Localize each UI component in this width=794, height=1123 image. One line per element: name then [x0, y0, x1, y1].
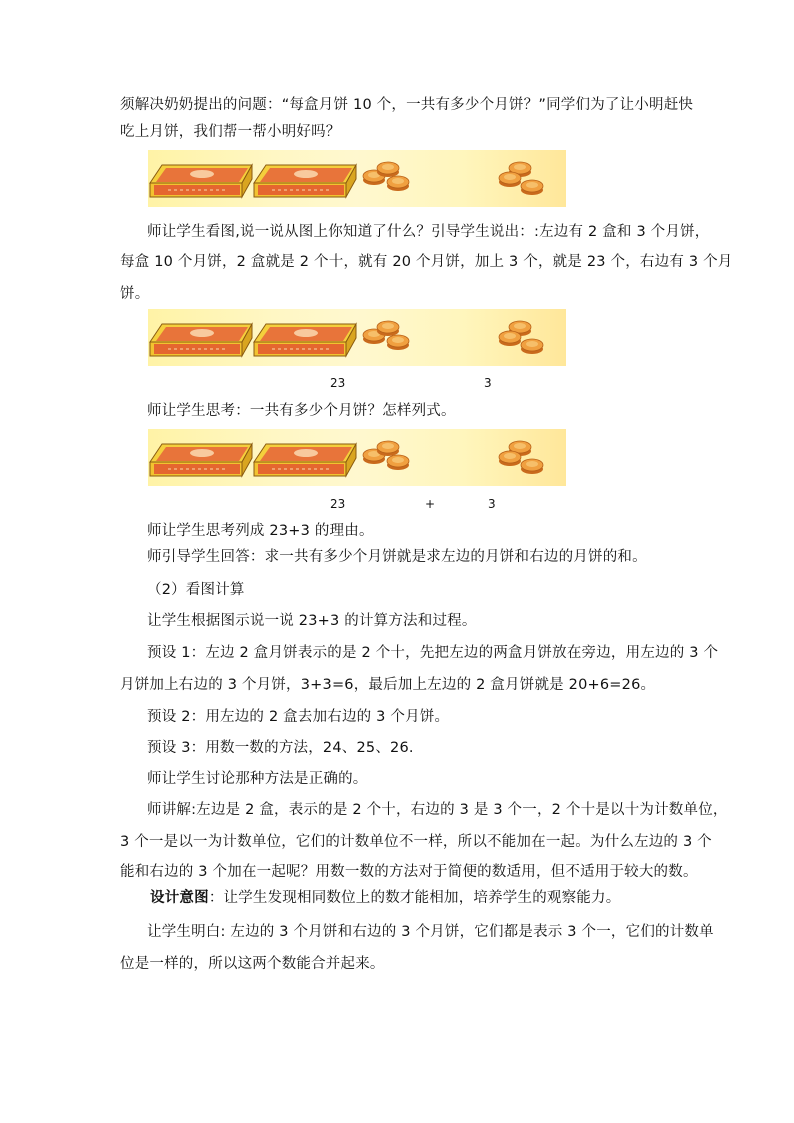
paragraph-line: 预设 1：左边 2 盒月饼表示的是 2 个十，先把左边的两盒月饼放在旁边，用左边的 3 个	[147, 645, 719, 661]
section-heading: （2）看图计算	[147, 582, 245, 598]
paragraph-line: 3 个一是以一为计数单位，它们的计数单位不一样，所以不能加在一起。为什么左边的 3 个	[120, 834, 712, 850]
paragraph-line: 师让学生看图,说一说从图上你知道了什么？引导学生说出：:左边有 2 盒和 3 个月饼，	[147, 224, 710, 240]
paragraph-line: 预设 3：用数一数的方法，24、25、26.	[147, 740, 414, 756]
paragraph-line: 每盒 10 个月饼，2 盒就是 2 个十，就有 20 个月饼，加上 3 个，就是 23 个，右边有 3 个月	[120, 254, 733, 270]
left-count-label: 23	[330, 497, 346, 511]
plus-sign: +	[425, 497, 436, 511]
paragraph-line: 师讲解:左边是 2 盒，表示的是 2 个十，右边的 3 是 3 个一，2 个十是以十为计数单位，	[147, 802, 728, 818]
right-count-label: 3	[488, 497, 496, 511]
paragraph-line: 师让学生讨论那种方法是正确的。	[147, 771, 368, 787]
paragraph-line: 饼。	[120, 286, 150, 302]
paragraph-line: 位是一样的，所以这两个数能合并起来。	[120, 956, 385, 972]
paragraph-line: 须解决奶奶提出的问题：“每盒月饼 10 个，一共有多少个月饼？”同学们为了让小明赶快	[120, 97, 694, 113]
right-count-label: 3	[484, 376, 492, 390]
mooncake-illustration	[148, 429, 566, 486]
paragraph-line: 师让学生思考：一共有多少个月饼？怎样列式。	[147, 403, 456, 419]
design-intent-text: ：让学生发现相同数位上的数才能相加，培养学生的观察能力。	[208, 890, 621, 906]
paragraph-line: 预设 2：用左边的 2 盒去加右边的 3 个月饼。	[147, 709, 450, 725]
paragraph-line: 吃上月饼，我们帮一帮小明好吗？	[120, 124, 341, 140]
left-count-label: 23	[330, 376, 346, 390]
paragraph-line: 能和右边的 3 个加在一起呢？用数一数的方法对于简便的数适用，但不适用于较大的数。	[120, 864, 698, 880]
paragraph-line: 师让学生思考列成 23+3 的理由。	[147, 523, 374, 539]
paragraph-line: 让学生明白: 左边的 3 个月饼和右边的 3 个月饼，它们都是表示 3 个一，它们的计数单	[147, 924, 714, 940]
paragraph-line: 月饼加上右边的 3 个月饼，3+3=6，最后加上左边的 2 盒月饼就是 20+6=26。	[120, 677, 656, 693]
design-intent-label: 设计意图	[150, 890, 209, 906]
mooncake-illustration	[148, 309, 566, 366]
paragraph-line: 让学生根据图示说一说 23+3 的计算方法和过程。	[147, 613, 477, 629]
mooncake-illustration	[148, 150, 566, 207]
paragraph-line: 师引导学生回答：求一共有多少个月饼就是求左边的月饼和右边的月饼的和。	[147, 549, 647, 565]
design-intent-line	[150, 888, 620, 908]
